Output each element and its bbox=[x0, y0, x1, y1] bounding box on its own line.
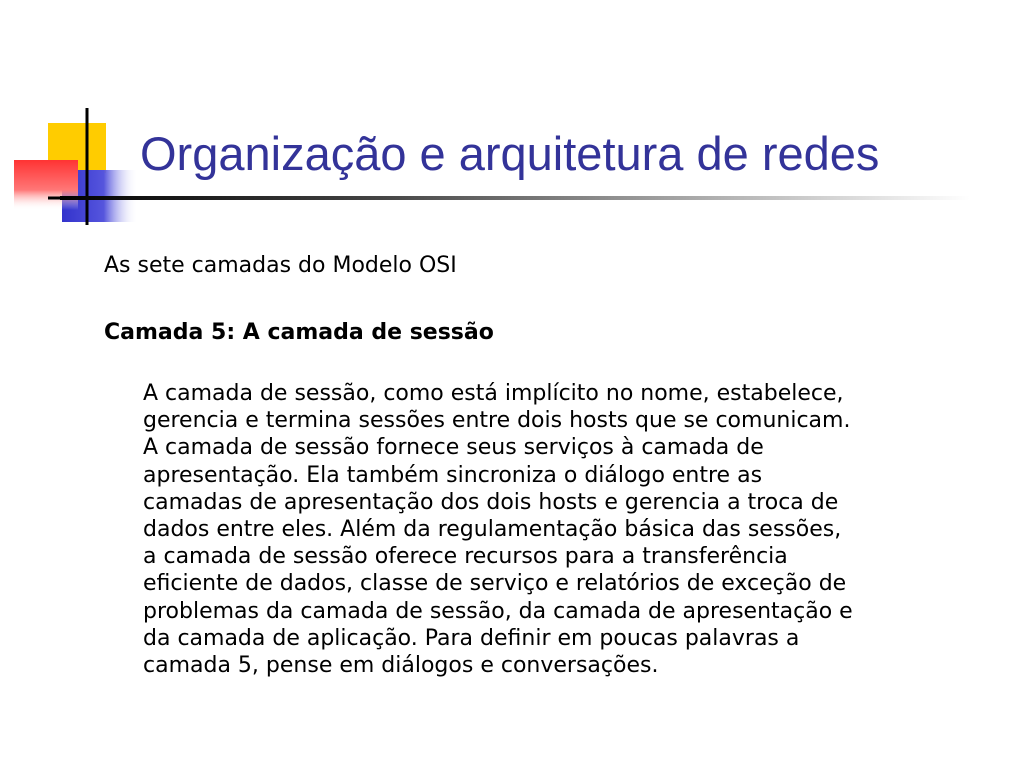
body-line: camada 5, pense em diálogos e conversações. bbox=[143, 653, 659, 679]
body-line: a camada de sessão oferece recursos para a transferência bbox=[143, 544, 788, 570]
body-paragraph bbox=[143, 380, 953, 679]
body-line: eficiente de dados, classe de serviço e relatórios de exceção de bbox=[143, 571, 847, 597]
body-line: problemas da camada de sessão, da camada de apresentação e bbox=[143, 598, 853, 624]
logo-red-square bbox=[14, 160, 78, 210]
body-line: camadas de apresentação dos dois hosts e gerencia a troca de bbox=[143, 489, 839, 515]
title-underline bbox=[60, 196, 970, 200]
body-line: A camada de sessão fornece seus serviços à camada de bbox=[143, 435, 764, 461]
body-line: dados entre eles. Além da regulamentação básica das sessões, bbox=[143, 517, 842, 543]
section-heading: Camada 5: A camada de sessão bbox=[104, 320, 494, 345]
body-line: A camada de sessão, como está implícito no nome, estabelece, bbox=[143, 381, 844, 406]
body-line: da camada de aplicação. Para definir em poucas palavras a bbox=[143, 625, 800, 651]
body-line: gerencia e termina sessões entre dois hosts que se comunicam. bbox=[143, 408, 851, 434]
slide-subtitle: As sete camadas do Modelo OSI bbox=[104, 253, 457, 278]
decorative-squares-logo bbox=[0, 0, 160, 240]
body-line: apresentação. Ela também sincroniza o diálogo entre as bbox=[143, 462, 763, 488]
slide-title: Organização e arquitetura de redes bbox=[140, 127, 880, 180]
